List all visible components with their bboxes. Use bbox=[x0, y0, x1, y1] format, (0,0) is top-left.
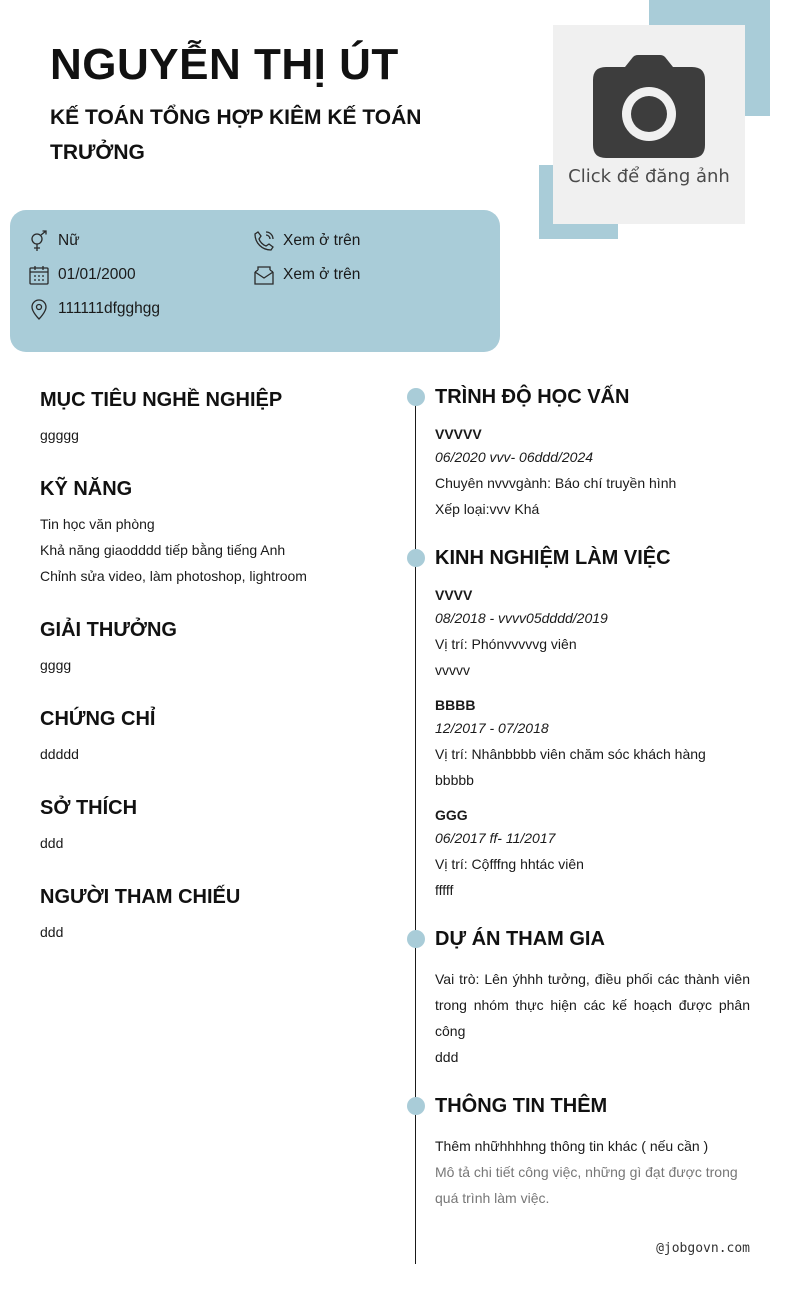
projects-section bbox=[435, 925, 750, 1070]
education-section bbox=[435, 383, 750, 522]
gender-row bbox=[28, 230, 80, 252]
job-title: KẾ TOÁN TỔNG HỢP KIÊM KẾ TOÁN TRƯỞNG bbox=[50, 106, 422, 164]
company-name: VVVV bbox=[435, 587, 473, 603]
timeline-dot bbox=[407, 1097, 425, 1115]
phone-row bbox=[253, 230, 360, 252]
section-title: GIẢI THƯỞNG bbox=[40, 619, 177, 641]
education-grade: Xếp loại:vvv Khá bbox=[435, 501, 540, 517]
objective-section bbox=[40, 386, 380, 448]
left-column bbox=[40, 386, 380, 972]
photo-upload-label: Click để đăng ảnh bbox=[568, 166, 730, 187]
section-title: MỤC TIÊU NGHỀ NGHIỆP bbox=[40, 389, 283, 411]
section-title: CHỨNG CHỈ bbox=[40, 708, 156, 730]
watermark: @jobgovn.com bbox=[656, 1241, 750, 1256]
address-row bbox=[28, 298, 160, 320]
timeline-dot bbox=[407, 388, 425, 406]
mail-icon bbox=[253, 264, 275, 286]
photo-upload[interactable] bbox=[553, 25, 745, 224]
school-name: VVVVV bbox=[435, 426, 482, 442]
phone-icon bbox=[253, 230, 275, 252]
skill-item: Khả năng giaodddd tiếp bằng tiếng Anh bbox=[40, 542, 286, 558]
skill-item: Chỉnh sửa video, làm photoshop, lightroom bbox=[40, 568, 307, 584]
phone-value: Xem ở trên bbox=[283, 232, 361, 249]
additional-text: Thêm nhữhhhhng thông tin khác ( nếu cần ) bbox=[435, 1138, 709, 1154]
address-value: 111111dfgghgg bbox=[58, 300, 160, 317]
references-section bbox=[40, 883, 380, 945]
experience-desc: vvvvv bbox=[435, 662, 470, 678]
timeline-dot bbox=[407, 930, 425, 948]
skill-item: Tin học văn phòng bbox=[40, 516, 155, 532]
email-row bbox=[253, 264, 360, 286]
project-desc: ddd bbox=[435, 1049, 459, 1065]
experience-date: 12/2017 - 07/2018 bbox=[435, 720, 549, 736]
candidate-name: NGUYỄN THỊ ÚT bbox=[50, 40, 399, 89]
gender-icon bbox=[28, 230, 50, 252]
experience-date: 08/2018 - vvvv05dddd/2019 bbox=[435, 610, 608, 626]
gender-value: Nữ bbox=[58, 232, 80, 249]
company-name: GGG bbox=[435, 807, 468, 823]
dob-row bbox=[28, 264, 136, 286]
experience-entry bbox=[435, 805, 750, 903]
timeline-line bbox=[415, 396, 416, 1264]
timeline-dot bbox=[407, 549, 425, 567]
section-title: KINH NGHIỆM LÀM VIỆC bbox=[435, 547, 671, 569]
experience-position: Vị trí: Cộfffng hhtác viên bbox=[435, 856, 584, 872]
awards-section bbox=[40, 616, 380, 678]
education-entry bbox=[435, 424, 750, 522]
calendar-icon bbox=[28, 264, 50, 286]
hobbies-text: ddd bbox=[40, 835, 64, 851]
section-title: KỸ NĂNG bbox=[40, 478, 133, 500]
references-text: ddd bbox=[40, 924, 64, 940]
experience-desc: fffff bbox=[435, 882, 454, 898]
education-major: Chuyên nvvvgành: Báo chí truyền hình bbox=[435, 475, 677, 491]
skills-section bbox=[40, 475, 380, 589]
dob-value: 01/01/2000 bbox=[58, 266, 136, 283]
right-column bbox=[435, 383, 750, 1233]
experience-entry bbox=[435, 695, 750, 793]
company-name: BBBB bbox=[435, 697, 476, 713]
section-title: DỰ ÁN THAM GIA bbox=[435, 928, 605, 950]
section-title: NGƯỜI THAM CHIẾU bbox=[40, 886, 241, 908]
experience-position: Vị trí: Nhânbbbb viên chăm sóc khách hàng bbox=[435, 746, 706, 762]
experience-desc: bbbbb bbox=[435, 772, 474, 788]
section-title: SỞ THÍCH bbox=[40, 797, 138, 819]
certificates-section bbox=[40, 705, 380, 767]
experience-section bbox=[435, 544, 750, 903]
certificates-text: ddddd bbox=[40, 746, 79, 762]
experience-date: 06/2017 ff- 11/2017 bbox=[435, 830, 556, 846]
section-title: THÔNG TIN THÊM bbox=[435, 1095, 608, 1117]
hobbies-section bbox=[40, 794, 380, 856]
additional-info-section bbox=[435, 1092, 750, 1211]
personal-info-box bbox=[10, 210, 500, 352]
project-role: Vai trò: Lên ýhhh tưởng, điều phối các thành viên trong nhóm thực hiện các kế hoạch được phân công bbox=[435, 971, 750, 1039]
objective-text: ggggg bbox=[40, 427, 79, 443]
location-pin-icon bbox=[28, 298, 50, 320]
additional-hint: Mô tả chi tiết công việc, những gì đạt được trong quá trình làm việc. bbox=[435, 1164, 738, 1206]
experience-entry bbox=[435, 585, 750, 683]
education-date: 06/2020 vvv- 06ddd/2024 bbox=[435, 449, 594, 465]
experience-position: Vị trí: Phónvvvvvg viên bbox=[435, 636, 577, 652]
section-title: TRÌNH ĐỘ HỌC VẤN bbox=[435, 386, 630, 408]
email-value: Xem ở trên bbox=[283, 266, 361, 283]
camera-icon bbox=[591, 55, 707, 160]
awards-text: gggg bbox=[40, 657, 72, 673]
